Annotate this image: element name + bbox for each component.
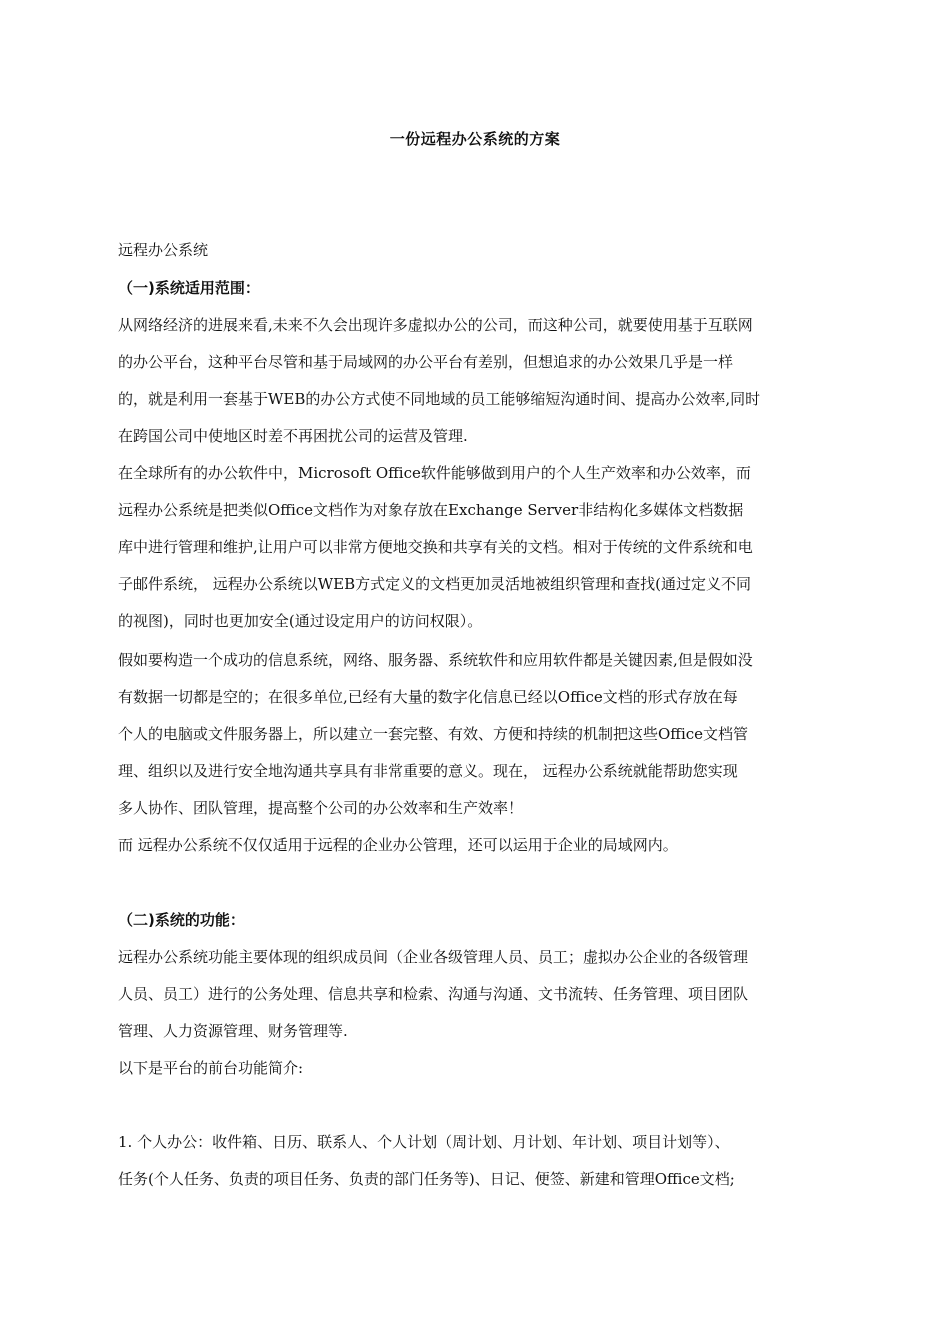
section1-p3-line4: 理、组织以及进行安全地沟通共享具有非常重要的意义。现在， 远程办公系统就能帮助您实现 xyxy=(118,762,738,780)
section1-p2-line4: 子邮件系统， 远程办公系统以WEB方式定义的文档更加灵活地被组织管理和查找(通过定义不同 xyxy=(118,575,752,593)
section2-p1-line2: 人员、员工）进行的公务处理、信息共享和检索、沟通与沟通、文书流转、任务管理、项目团队 xyxy=(118,985,749,1003)
section2-item1-line1: 1. 个人办公：收件箱、日历、联系人、个人计划（周计划、月计划、年计划、项目计划等）、 xyxy=(118,1133,730,1151)
section1-p3-line5: 多人协作、团队管理，提高整个公司的办公效率和生产效率！ xyxy=(118,799,524,817)
section2-item1-line2: 任务(个人任务、负责的项目任务、负责的部门任务等)、日记、便签、新建和管理Office文档; xyxy=(118,1170,735,1188)
section1-p3-line2: 有数据一切都是空的；在很多单位,已经有大量的数字化信息已经以Office文档的形式存放在每 xyxy=(118,688,738,706)
section2-p1-line1: 远程办公系统功能主要体现的组织成员间（企业各级管理人员、员工；虚拟办公企业的各级管理 xyxy=(118,948,749,966)
section2-intro: 以下是平台的前台功能简介: xyxy=(118,1059,304,1077)
section1-heading: （一)系统适用范围： xyxy=(118,279,260,297)
section2-p1-line3: 管理、人力资源管理、财务管理等. xyxy=(118,1022,348,1040)
section1-p3-line3: 个人的电脑或文件服务器上，所以建立一套完整、有效、方便和持续的机制把这些Office文档管 xyxy=(118,725,749,743)
section1-p3-line1: 假如要构造一个成功的信息系统，网络、服务器、系统软件和应用软件都是关键因素,但是假如没 xyxy=(118,651,753,669)
section1-p2-line3: 库中进行管理和维护,让用户可以非常方便地交换和共享有关的文档。相对于传统的文件系统和电 xyxy=(118,538,753,556)
section-label: 远程办公系统 xyxy=(118,241,209,259)
section1-p2-line5: 的视图)，同时也更加安全(通过设定用户的访问权限）。 xyxy=(118,612,483,630)
section1-p1-line1: 从网络经济的进展来看,未来不久会出现许多虚拟办公的公司，而这种公司，就要使用基于互联网 xyxy=(118,316,753,334)
section1-p2-line1: 在全球所有的办公软件中，Microsoft Office软件能够做到用户的个人生产效率和办公效率，而 xyxy=(118,464,751,482)
section1-p1-line4: 在跨国公司中使地区时差不再困扰公司的运营及管理. xyxy=(118,427,468,445)
section1-p4-line1: 而 远程办公系统不仅仅适用于远程的企业办公管理，还可以运用于企业的局域网内。 xyxy=(118,836,678,854)
section2-heading: （二)系统的功能： xyxy=(118,911,245,929)
document-title: 一份远程办公系统的方案 xyxy=(389,130,561,148)
section1-p1-line2: 的办公平台，这种平台尽管和基于局域网的办公平台有差别，但想追求的办公效果几乎是一样 xyxy=(118,353,734,371)
section1-p2-line2: 远程办公系统是把类似Office文档作为对象存放在Exchange Server非结构化多媒体文档数据 xyxy=(118,501,744,519)
section1-p1-line3: 的，就是利用一套基于WEB的办公方式使不同地域的员工能够缩短沟通时间、提高办公效率,同时 xyxy=(118,390,761,408)
